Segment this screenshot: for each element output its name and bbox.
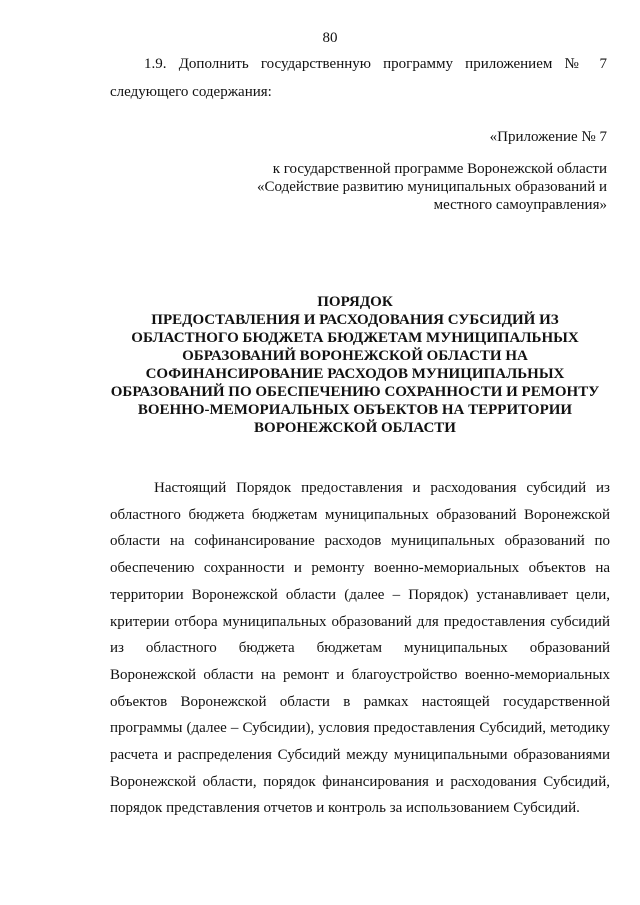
paragraph-line: Настоящий Порядок предоставления и расходования субсидий из [154,480,610,496]
paragraph-line: объектов Воронежской области в рамках настоящей государственной [110,693,610,710]
heading-line: ПРЕДОСТАВЛЕНИЯ И РАСХОДОВАНИЯ СУБСИДИЙ ИЗ [151,312,559,328]
heading-line: ОБРАЗОВАНИЙ ПО ОБЕСПЕЧЕНИЮ СОХРАННОСТИ И РЕМОНТУ [110,384,600,400]
paragraph-line: порядок представления отчетов и контроль за использованием Субсидий. [110,800,580,817]
paragraph-line: обеспечению сохранности и ремонту военно-мемориальных объектов на [110,560,610,577]
paragraph-line: областного бюджета бюджетам муниципальных образований Воронежской [110,506,610,523]
paragraph-line: из областного бюджета бюджетам муниципальных образований [110,640,610,657]
amendment-line-1: 1.9. Дополнить государственную программу приложением № 7 [144,56,607,72]
heading-line: ВОЕННО-МЕМОРИАЛЬНЫХ ОБЪЕКТОВ НА ТЕРРИТОРИИ [137,402,573,418]
body-paragraph [110,475,610,822]
paragraph-line: критерии отбора муниципальных образований для предоставления субсидий [110,613,610,630]
appendix-line: местного самоуправления» [433,197,607,213]
paragraph-line: программы (далее – Субсидии), условия предоставления Субсидий, методику [110,720,610,737]
amendment-line-2: следующего содержания: [110,84,272,100]
paragraph-line: Воронежской области на ремонт и благоустройство военно-мемориальных [110,666,610,683]
paragraph-line: Воронежской области, порядок финансирования и расходования Субсидий, [110,773,610,790]
appendix-header [187,128,607,214]
appendix-title: «Приложение № 7 [489,129,607,145]
heading-line: ОБЛАСТНОГО БЮДЖЕТА БЮДЖЕТАМ МУНИЦИПАЛЬНЫХ [131,330,579,346]
heading-line: ОБРАЗОВАНИЙ ВОРОНЕЖСКОЙ ОБЛАСТИ НА [182,348,528,364]
document-heading [100,293,610,437]
heading-line: СОФИНАНСИРОВАНИЕ РАСХОДОВ МУНИЦИПАЛЬНЫХ [145,366,565,382]
paragraph-line: области на софинансирование расходов муниципальных образований по [110,533,610,550]
paragraph-line: расчета и распределения Субсидий между муниципальными образованиями [110,747,610,764]
paragraph-line: территории Воронежской области (далее – Порядок) устанавливает цели, [110,586,610,603]
amendment-item [110,50,607,106]
heading-line: ПОРЯДОК [317,294,393,310]
heading-line: ВОРОНЕЖСКОЙ ОБЛАСТИ [254,420,456,436]
appendix-line: «Содействие развитию муниципальных образований и [257,179,607,195]
page-number: 80 [322,30,338,46]
appendix-line: к государственной программе Воронежской области [272,161,607,177]
